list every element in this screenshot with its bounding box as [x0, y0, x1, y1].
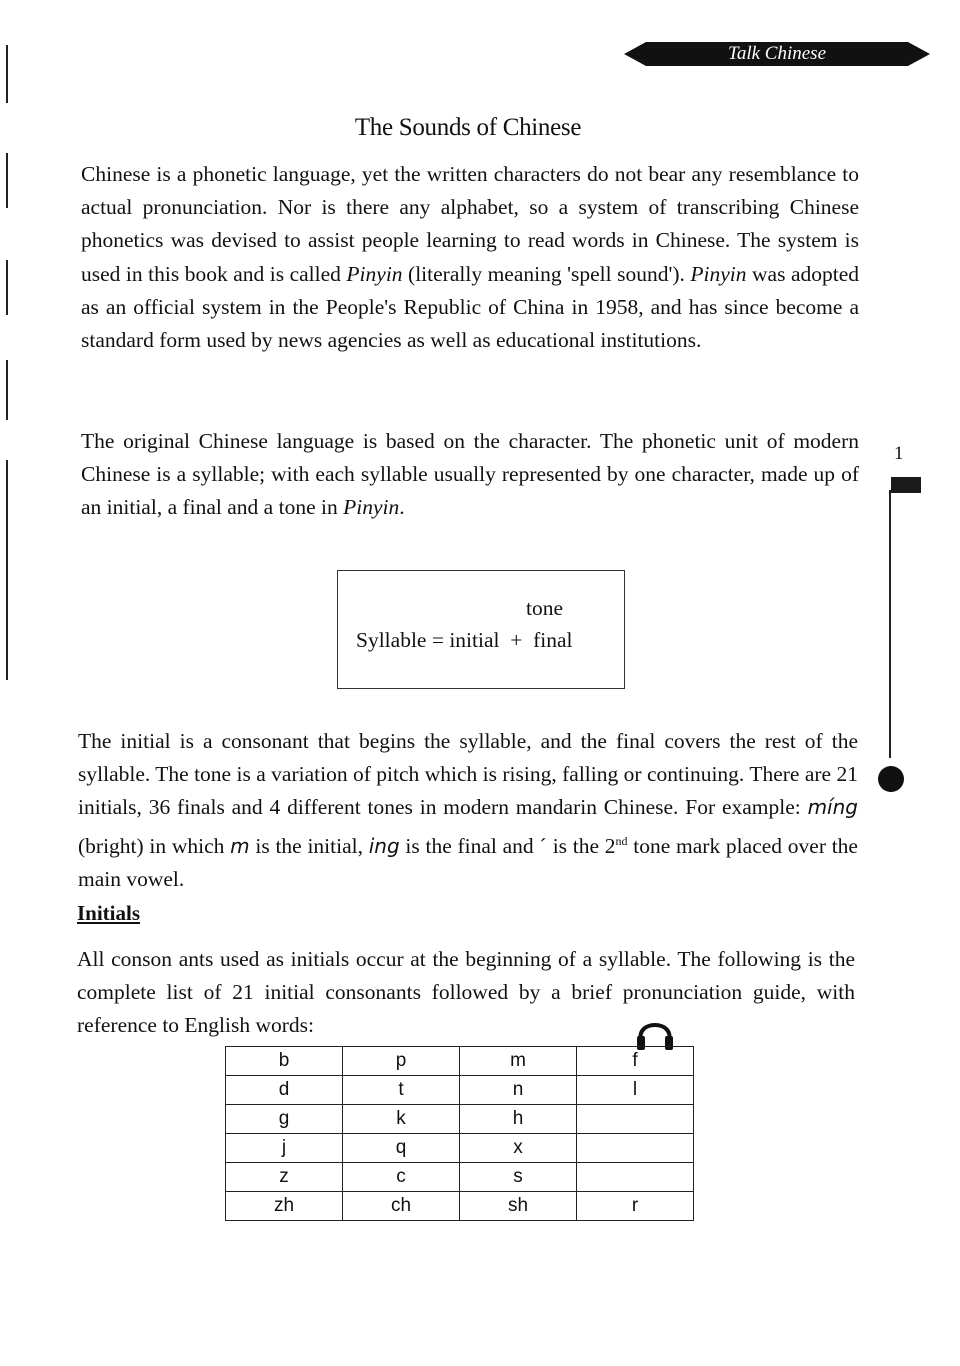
- syllable-formula-box: [337, 570, 625, 689]
- page-number: 1: [894, 443, 904, 464]
- side-marker-dot: [878, 766, 904, 792]
- text-span: Chinese is a phonetic language, yet the written characters do not bear any resemblance to actual pronunciation. Nor is there any alphabet, so a system of transcribing Chinese phonetics was devised to assist people learning to read words in Chinese. The system is used in this book and is called: [81, 162, 859, 286]
- tone-label: tone: [526, 596, 564, 620]
- initial-cell: r: [577, 1192, 694, 1221]
- initial-cell: f: [577, 1047, 694, 1076]
- initial-cell: x: [460, 1134, 577, 1163]
- initial-cell: k: [343, 1105, 460, 1134]
- example-final: ing: [368, 833, 400, 858]
- page-title: The Sounds of Chinese: [354, 114, 582, 141]
- initial-cell: t: [343, 1076, 460, 1105]
- table-row: [226, 1134, 694, 1163]
- text-span: (bright) in which: [78, 833, 231, 858]
- table-row: [226, 1076, 694, 1105]
- right-margin-rule: [889, 490, 891, 758]
- syllable-equation: Syllable = initial + final: [356, 628, 573, 652]
- left-margin-rule: [6, 360, 8, 420]
- initial-cell: sh: [460, 1192, 577, 1221]
- initial-cell: ch: [343, 1192, 460, 1221]
- example-word: míng: [807, 795, 858, 820]
- initial-cell: b: [226, 1047, 343, 1076]
- initial-cell: q: [343, 1134, 460, 1163]
- pinyin-term: Pinyin: [690, 261, 747, 286]
- tone-mark: ˊ: [539, 833, 547, 858]
- initials-finals-paragraph: [78, 725, 858, 896]
- text-span: is the 2: [546, 833, 616, 858]
- initial-cell: g: [226, 1105, 343, 1134]
- initial-cell: [577, 1105, 694, 1134]
- initial-cell: s: [460, 1163, 577, 1192]
- left-margin-rule: [6, 45, 8, 103]
- pinyin-term: Pinyin: [343, 495, 400, 520]
- table-row: [226, 1105, 694, 1134]
- initial-cell: m: [460, 1047, 577, 1076]
- syllable-paragraph: [81, 425, 859, 525]
- initial-cell: h: [460, 1105, 577, 1134]
- initials-table: [225, 1046, 694, 1221]
- header-banner-text: Talk Chinese: [728, 43, 826, 64]
- initial-cell: l: [577, 1076, 694, 1105]
- table-row: [226, 1192, 694, 1221]
- section-heading-initials: Initials: [77, 901, 141, 925]
- side-marker-block: [891, 477, 921, 493]
- initial-cell: j: [226, 1134, 343, 1163]
- pinyin-term: Pinyin: [346, 261, 403, 286]
- text-span: The original Chinese language is based on the character. The phonetic unit of modern Chinese is a syllable; with each syllable usually represented by one character, made up of an initial, a final and a tone in: [81, 429, 859, 520]
- header-banner: [624, 40, 930, 68]
- initial-cell: p: [343, 1047, 460, 1076]
- intro-paragraph: [81, 158, 859, 357]
- text-span: is the final and: [399, 833, 540, 858]
- text-span: is the initial,: [249, 833, 369, 858]
- text-span: (literally meaning 'spell sound').: [402, 261, 691, 286]
- text-span: tone mark placed over the main vowel.: [78, 833, 858, 891]
- initial-cell: z: [226, 1163, 343, 1192]
- initial-cell: c: [343, 1163, 460, 1192]
- text-span: The initial is a consonant that begins the syllable, and the final covers the rest of the syllable. The tone is a variation of pitch which is rising, falling or continuing. There are 21 initials, 36 finals and 4 different tones in modern mandarin Chinese. For example:: [78, 729, 858, 820]
- left-margin-rule: [6, 460, 8, 680]
- initial-cell: [577, 1163, 694, 1192]
- example-initial: m: [230, 833, 250, 858]
- text-span: was adopted as an official system in the People's Republic of China in 1958, and has since become a standard form used by news agencies as well as educational institutions.: [81, 261, 859, 353]
- ordinal-suffix: nd: [615, 833, 628, 848]
- table-row: [226, 1163, 694, 1192]
- initial-cell: [577, 1134, 694, 1163]
- initial-cell: d: [226, 1076, 343, 1105]
- initial-cell: n: [460, 1076, 577, 1105]
- table-row: [226, 1047, 694, 1076]
- left-margin-rule: [6, 260, 8, 315]
- initial-cell: zh: [226, 1192, 343, 1221]
- initials-intro-paragraph: All conson ants used as initials occur at the beginning of a syllable. The following is the complete list of 21 initial consonants followed by a brief pronunciation guide, with reference to English words:: [77, 947, 855, 1038]
- left-margin-rule: [6, 153, 8, 208]
- text-span: .: [399, 495, 405, 520]
